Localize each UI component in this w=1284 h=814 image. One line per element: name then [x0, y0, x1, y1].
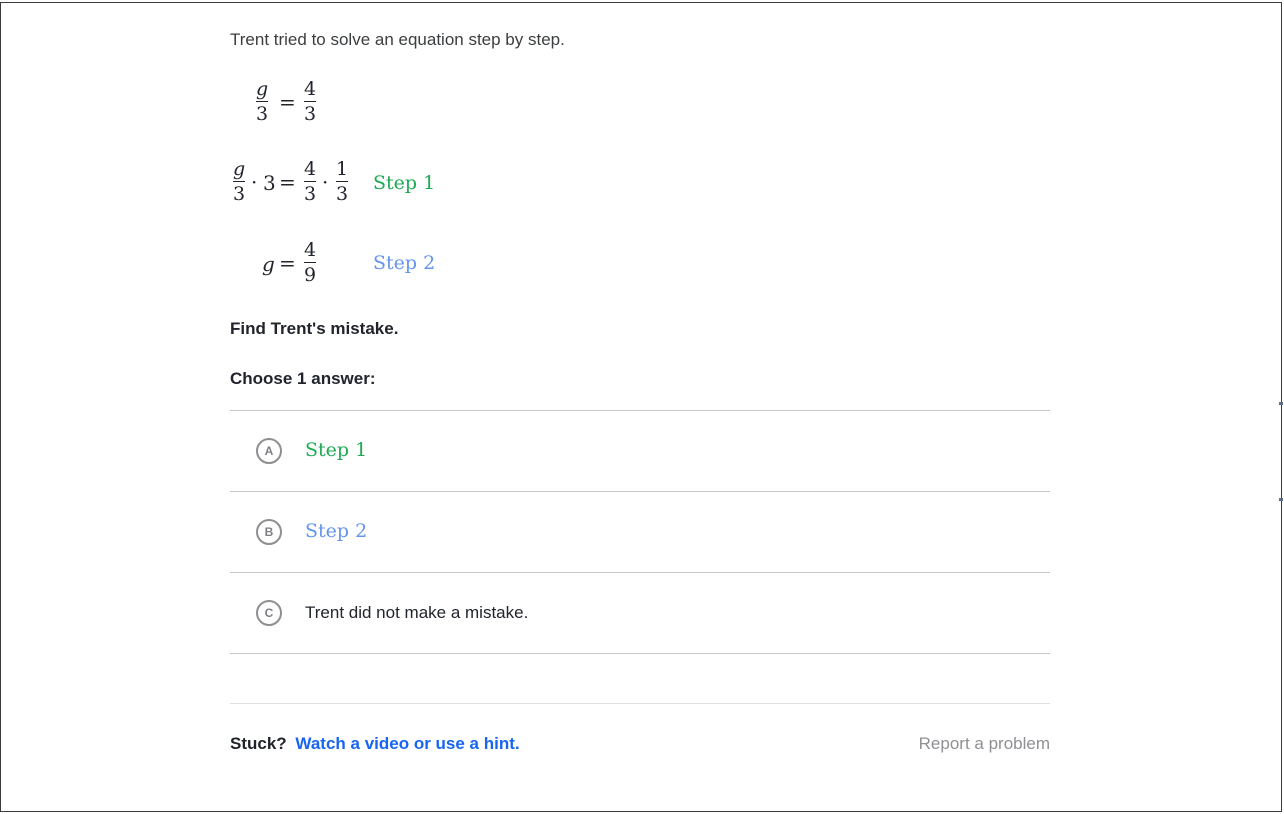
- stuck-label: Stuck?: [230, 734, 287, 753]
- equals-sign: =: [279, 90, 296, 114]
- question-intro: Trent tried to solve an equation step by step.: [230, 30, 565, 49]
- choice-a[interactable]: [230, 410, 1050, 491]
- hint-link[interactable]: Watch a video or use a hint.: [295, 734, 520, 753]
- choice-c[interactable]: [230, 572, 1050, 654]
- choice-a-text: Step 1: [305, 439, 368, 461]
- equation-step-2: [230, 239, 730, 299]
- step-2-label: Step 2: [373, 252, 436, 274]
- fraction-bar: [304, 262, 316, 263]
- numerator: 4: [304, 239, 317, 261]
- variable-g: g: [262, 252, 275, 276]
- footer-divider: [230, 703, 1050, 704]
- choice-b[interactable]: [230, 491, 1050, 572]
- fraction-lhs: [256, 78, 268, 125]
- edge-mark: [1279, 498, 1283, 501]
- exercise-footer: [230, 734, 1050, 754]
- choice-b-text: Step 2: [305, 520, 368, 542]
- question-prompt: Find Trent's mistake.: [230, 319, 399, 338]
- multiply-dot: ·: [322, 170, 329, 194]
- edge-mark: [1279, 402, 1283, 405]
- denominator: 3: [304, 183, 317, 205]
- numerator: 4: [304, 78, 317, 100]
- fraction-bar: [304, 101, 316, 102]
- numerator: 1: [336, 158, 349, 180]
- choice-b-radio[interactable]: B: [256, 519, 282, 545]
- step-1-label: Step 1: [373, 172, 436, 194]
- choice-a-radio[interactable]: A: [256, 438, 282, 464]
- denominator: 3: [233, 183, 246, 205]
- equation-original: [230, 78, 730, 138]
- denominator: 3: [256, 103, 269, 125]
- fraction-rhs-1: [304, 158, 316, 205]
- choice-c-radio[interactable]: C: [256, 600, 282, 626]
- multiply-dot: ·: [251, 170, 258, 194]
- equals-sign: =: [279, 251, 296, 275]
- numerator: 4: [304, 158, 317, 180]
- fraction-bar: [256, 101, 268, 102]
- fraction-rhs: [304, 239, 316, 286]
- denominator: 3: [336, 183, 349, 205]
- report-problem-link[interactable]: Report a problem: [918, 734, 1050, 753]
- equation-step-1: [230, 158, 730, 218]
- factor-three: 3: [263, 171, 276, 195]
- fraction-rhs: [304, 78, 316, 125]
- numerator: g: [256, 78, 269, 100]
- fraction-bar: [336, 181, 348, 182]
- fraction-lhs: [233, 158, 245, 205]
- answer-choices: [230, 410, 1050, 654]
- denominator: 9: [304, 264, 317, 286]
- equals-sign: =: [279, 170, 296, 194]
- choose-label: Choose 1 answer:: [230, 369, 376, 388]
- numerator: g: [233, 158, 246, 180]
- fraction-bar: [304, 181, 316, 182]
- choice-c-text: Trent did not make a mistake.: [305, 603, 529, 622]
- fraction-bar: [233, 181, 245, 182]
- fraction-rhs-2: [336, 158, 348, 205]
- denominator: 3: [304, 103, 317, 125]
